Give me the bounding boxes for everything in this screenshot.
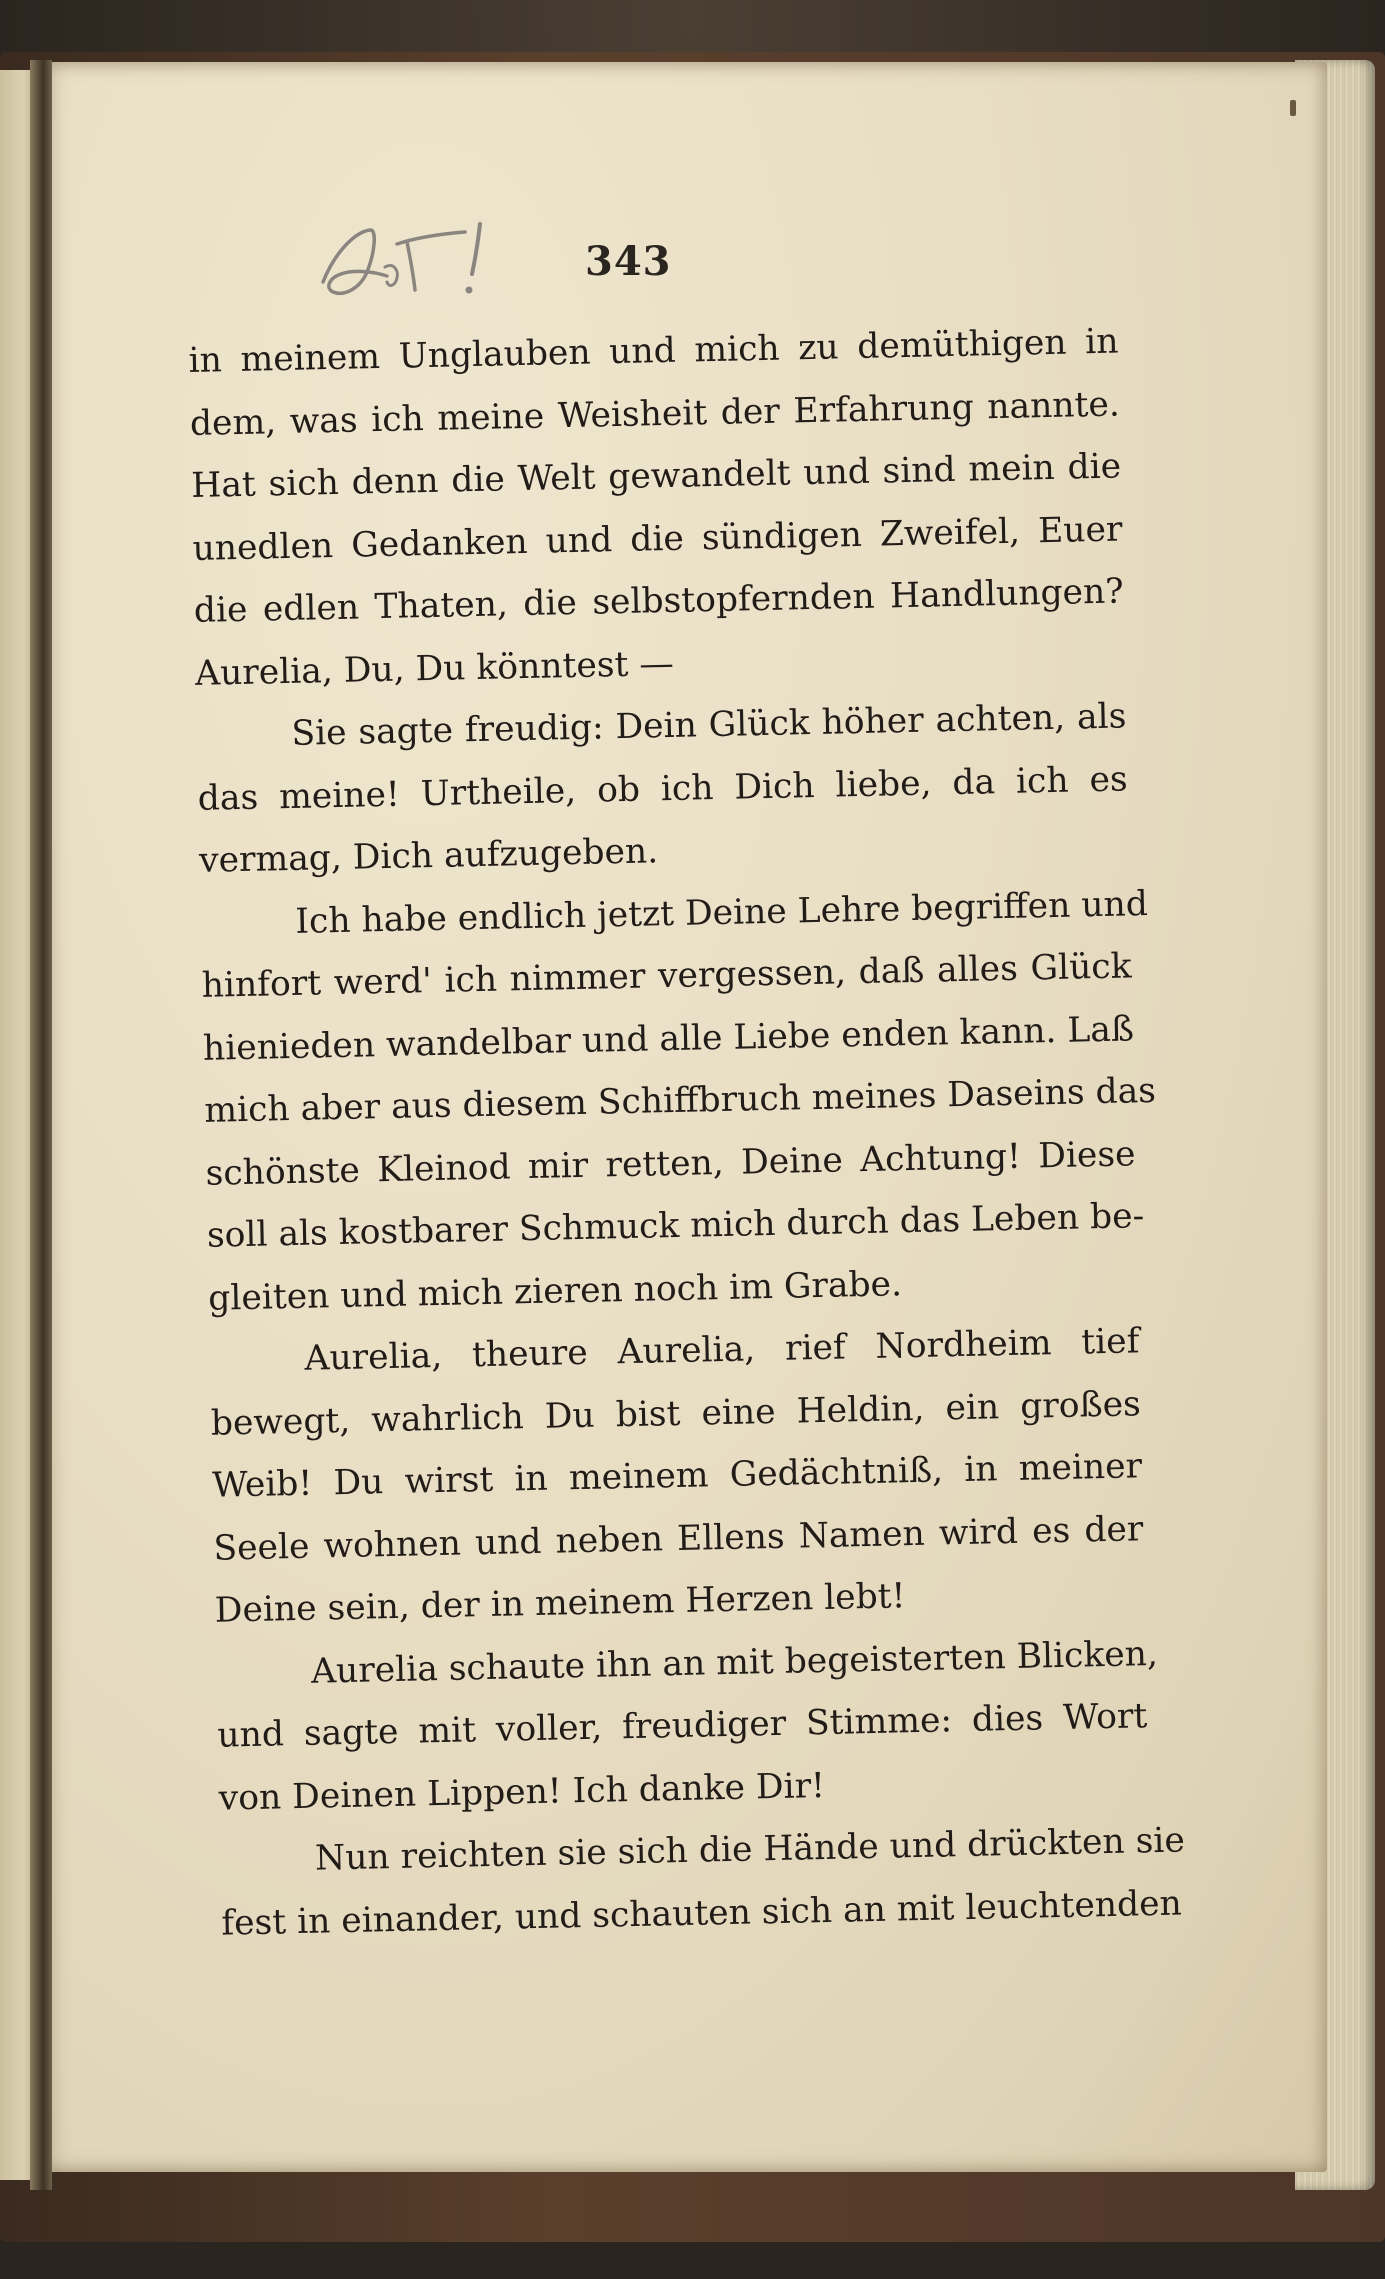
- text-line: Aurelia, Du, Du könntest —: [194, 643, 675, 694]
- text-line: schönste Kleinod mir retten, Deine Achtung! Diese: [205, 1133, 1136, 1194]
- text-line: hienieden wandelbar und alle Liebe enden kann. Laß: [202, 1008, 1135, 1069]
- page-number: 343: [585, 238, 672, 285]
- text-line: hinfort werd' ich nimmer vergessen, daß alles Glück: [201, 946, 1132, 1006]
- text-line: und sagte mit voller, freudiger Stimme: dies Wort: [217, 1696, 1148, 1756]
- text-line: unedlen Gedanken und die sündigen Zweifel, Euer: [192, 508, 1123, 569]
- text-line: Aurelia schaute ihn an mit begeisterten Blicken,: [310, 1633, 1159, 1692]
- text-line: das meine! Urtheile, ob ich Dich liebe, da ich es: [197, 758, 1129, 819]
- text-line: Ich habe endlich jetzt Deine Lehre begriffen und: [294, 883, 1149, 942]
- text-line: Hat sich denn die Welt gewandelt und sind mein die: [190, 446, 1122, 506]
- text-line: Deine sein, der in meinem Herzen lebt!: [214, 1576, 906, 1631]
- body-text: [188, 311, 1186, 1955]
- text-line: Nun reichten sie sich die Hände und drückten sie: [314, 1820, 1186, 1879]
- text-line: mich aber aus diesem Schiffbruch meines Daseins das: [203, 1070, 1157, 1131]
- text-line: Weib! Du wirst in meinem Gedächtniß, in meiner: [211, 1446, 1143, 1506]
- text-line: gleiten und mich zieren noch im Grabe.: [207, 1263, 903, 1319]
- text-line: dem, was ich meine Weisheit der Erfahrung nannte.: [189, 384, 1121, 444]
- book-gutter: [30, 60, 52, 2190]
- page-mark: [1290, 100, 1296, 116]
- text-line: von Deinen Lippen! Ich danke Dir!: [218, 1765, 826, 1819]
- text-line: bewegt, wahrlich Du bist eine Heldin, ein großes: [210, 1383, 1142, 1444]
- text-line: in meinem Unglauben und mich zu demüthigen in: [188, 321, 1119, 381]
- handwritten-signature: [315, 212, 500, 312]
- text-line: die edlen Thaten, die selbstopfernden Handlungen?: [193, 571, 1125, 631]
- text-line: Sie sagte freudig: Dein Glück höher achten, als: [291, 696, 1127, 754]
- text-line: fest in einander, und schauten sich an mit leuchtenden: [220, 1883, 1183, 1944]
- text-line: Seele wohnen und neben Ellens Namen wird es der: [213, 1508, 1144, 1569]
- text-line: vermag, Dich aufzugeben.: [198, 831, 659, 881]
- text-line: soll als kostbarer Schmuck mich durch das Leben be-: [206, 1196, 1145, 1256]
- text-line: Aurelia, theure Aurelia, rief Nordheim tief: [304, 1321, 1140, 1379]
